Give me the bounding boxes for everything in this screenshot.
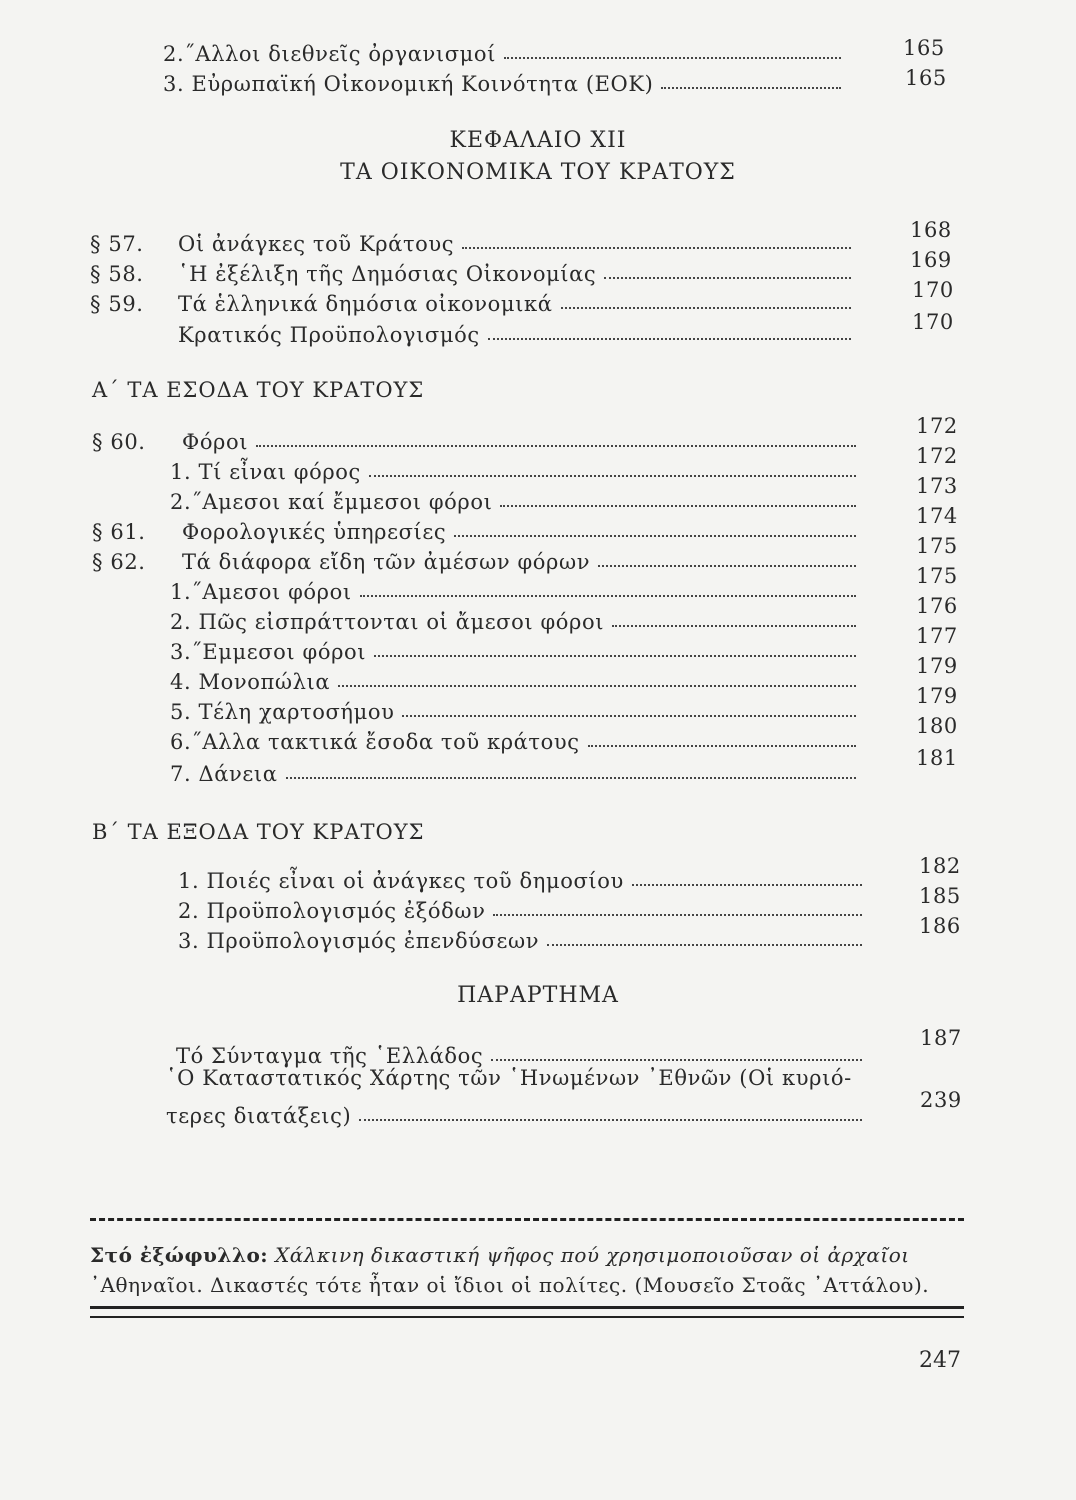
dot-leader: [604, 277, 851, 279]
toc-entry: [178, 317, 855, 347]
rule-bottom-2: [90, 1316, 964, 1318]
dot-leader: [338, 685, 856, 687]
page-ref: 174: [916, 504, 958, 528]
toc-entry: [90, 256, 855, 286]
toc-entry: [170, 454, 860, 484]
toc-entry: [92, 514, 860, 544]
dot-leader: [369, 475, 856, 477]
entry-label: 4. Μονοπώλια: [170, 670, 331, 694]
dot-leader: [588, 745, 856, 747]
cover-note: [90, 1240, 970, 1300]
toc-entry: [170, 724, 860, 754]
entry-label: 1.˝Αμεσοι φόροι: [170, 580, 352, 604]
section-number: § 57.: [90, 232, 144, 256]
page-ref: 185: [919, 884, 961, 908]
page-ref: 173: [916, 474, 958, 498]
page-ref: 168: [910, 218, 952, 242]
entry-label: Τό Σύνταγμα τῆς ῾Ελλάδος: [176, 1044, 484, 1068]
toc-entry: [163, 36, 845, 66]
cover-note-line1: [90, 1240, 970, 1270]
entry-label: Φόροι: [182, 430, 249, 454]
entry-label: 2. Πῶς εἰσπράττονται οἱ ἄμεσοι φόροι: [170, 610, 605, 634]
entry-label: 2. Προϋπολογισμός ἐξόδων: [178, 899, 486, 923]
entry-label: 1. Τί εἶναι φόρος: [170, 460, 361, 484]
dot-leader: [454, 535, 856, 537]
page-ref: 179: [916, 684, 958, 708]
page-ref: 172: [916, 414, 958, 438]
toc-entry: [170, 694, 860, 724]
cover-note-lead: Στό ἐξώφυλλο:: [90, 1243, 269, 1267]
dot-leader: [402, 715, 856, 717]
entry-label: 3. Προϋπολογισμός ἐπενδύσεων: [178, 929, 540, 953]
toc-entry: [170, 484, 860, 514]
section-number: § 60.: [92, 430, 146, 454]
page-number: 247: [919, 1348, 961, 1373]
page-ref: 186: [919, 914, 961, 938]
chapter-heading: ΚΕΦΑΛΑΙΟ XII: [449, 128, 627, 153]
dot-leader: [632, 884, 862, 886]
entry-label: 6.˝Αλλα τακτικά ἔσοδα τοῦ κράτους: [170, 730, 580, 754]
toc-entry: [90, 226, 855, 256]
toc-entry: [178, 923, 866, 953]
rule-bottom: [90, 1306, 964, 1309]
entry-label: ῾Η ἐξέλιξη τῆς Δημόσιας Οἰκονομίας: [178, 262, 597, 286]
dot-leader: [491, 1059, 862, 1061]
entry-label: Τά διάφορα εἴδη τῶν ἀμέσων φόρων: [182, 550, 591, 574]
dot-leader: [256, 445, 856, 447]
page-ref: 180: [916, 714, 958, 738]
page-ref: 182: [919, 854, 961, 878]
entry-label: 3.˝Εμμεσοι φόροι: [170, 640, 367, 664]
toc-entry: [92, 424, 860, 454]
section-number: § 62.: [92, 550, 146, 574]
section-number: § 58.: [90, 262, 144, 286]
entry-label: 3. Εὐρωπαϊκή Οἰκονομική Κοινότητα (ΕΟΚ): [163, 72, 654, 96]
entry-label: Οἱ ἀνάγκες τοῦ Κράτους: [178, 232, 455, 256]
entry-label: 1. Ποιές εἶναι οἱ ἀνάγκες τοῦ δημοσίου: [178, 869, 624, 893]
page-ref: 172: [916, 444, 958, 468]
entry-label: 2.˝Αμεσοι καί ἔμμεσοι φόροι: [170, 490, 493, 514]
dot-leader: [500, 505, 856, 507]
section-number: § 61.: [92, 520, 146, 544]
page-ref: 177: [916, 624, 958, 648]
page-ref: 239: [920, 1088, 962, 1112]
toc-entry: [170, 664, 860, 694]
dot-leader: [661, 87, 841, 89]
dot-leader: [561, 307, 852, 309]
dot-leader: [612, 625, 856, 627]
entry-label: 5. Τέλη χαρτοσήμου: [170, 700, 395, 724]
toc-entry: [166, 1098, 866, 1128]
page-ref: 175: [916, 534, 958, 558]
toc-entry: [92, 544, 860, 574]
dot-leader: [504, 57, 841, 59]
page-ref: 170: [912, 310, 954, 334]
dot-leader: [374, 655, 856, 657]
entry-label: 7. Δάνεια: [170, 762, 278, 786]
rule-top: [90, 1218, 964, 1221]
toc-entry: [170, 756, 860, 786]
page-ref: 169: [910, 248, 952, 272]
page-ref: 176: [916, 594, 958, 618]
section-number: § 59.: [90, 292, 144, 316]
dot-leader: [493, 914, 862, 916]
page-ref: 187: [920, 1026, 962, 1050]
toc-entry: [163, 66, 845, 96]
cover-note-text1: Χάλκινη δικαστική ψῆφος πού χρησιμοποιοῦσαν οἱ ἀρχαῖοι: [275, 1243, 910, 1267]
toc-entry: [178, 893, 866, 923]
page-ref: 165: [905, 66, 947, 90]
page-ref: 181: [916, 746, 958, 770]
toc-entry: [170, 574, 860, 604]
entry-label: Κρατικός Προϋπολογισμός: [178, 323, 480, 347]
toc-entry: [176, 1038, 866, 1068]
entry-label: Τά ἑλληνικά δημόσια οἰκονομικά: [178, 292, 553, 316]
section-b-title: Β΄ ΤΑ ΕΞΟΔΑ ΤΟΥ ΚΡΑΤΟΥΣ: [92, 820, 425, 844]
page-ref: 179: [916, 654, 958, 678]
section-a-title: Α΄ ΤΑ ΕΣΟΔΑ ΤΟΥ ΚΡΑΤΟΥΣ: [92, 378, 425, 402]
toc-entry: [170, 634, 860, 664]
dot-leader: [488, 338, 851, 340]
dot-leader: [598, 565, 856, 567]
toc-entry: [170, 604, 860, 634]
entry-label: Φορολογικές ὑπηρεσίες: [182, 520, 447, 544]
dot-leader: [359, 1119, 862, 1121]
toc-entry: [178, 863, 866, 893]
page-ref: 175: [916, 564, 958, 588]
cover-note-line2: ᾿Αθηναῖοι. Δικαστές τότε ἦταν οἱ ἴδιοι οἱ πολίτες. (Μουσεῖο Στοᾶς ᾿Αττάλου).: [90, 1273, 930, 1297]
toc-entry: [90, 286, 855, 316]
entry-label: 2.˝Αλλοι διεθνεῖς ὀργανισμοί: [163, 42, 496, 66]
dot-leader: [547, 944, 862, 946]
dot-leader: [286, 777, 856, 779]
appendix-title: ΠΑΡΑΡΤΗΜΑ: [457, 983, 619, 1008]
entry-label-line1: ῾Ο Καταστατικός Χάρτης τῶν ῾Ηνωμένων ᾿Εθνῶν (Οἱ κυριό-: [166, 1066, 852, 1090]
page-ref: 170: [912, 278, 954, 302]
dot-leader: [462, 247, 851, 249]
dot-leader: [360, 595, 856, 597]
chapter-title: ΤΑ ΟΙΚΟΝΟΜΙΚΑ ΤΟΥ ΚΡΑΤΟΥΣ: [340, 160, 736, 185]
entry-label: τερες διατάξεις): [166, 1104, 352, 1128]
page-ref: 165: [903, 36, 945, 60]
